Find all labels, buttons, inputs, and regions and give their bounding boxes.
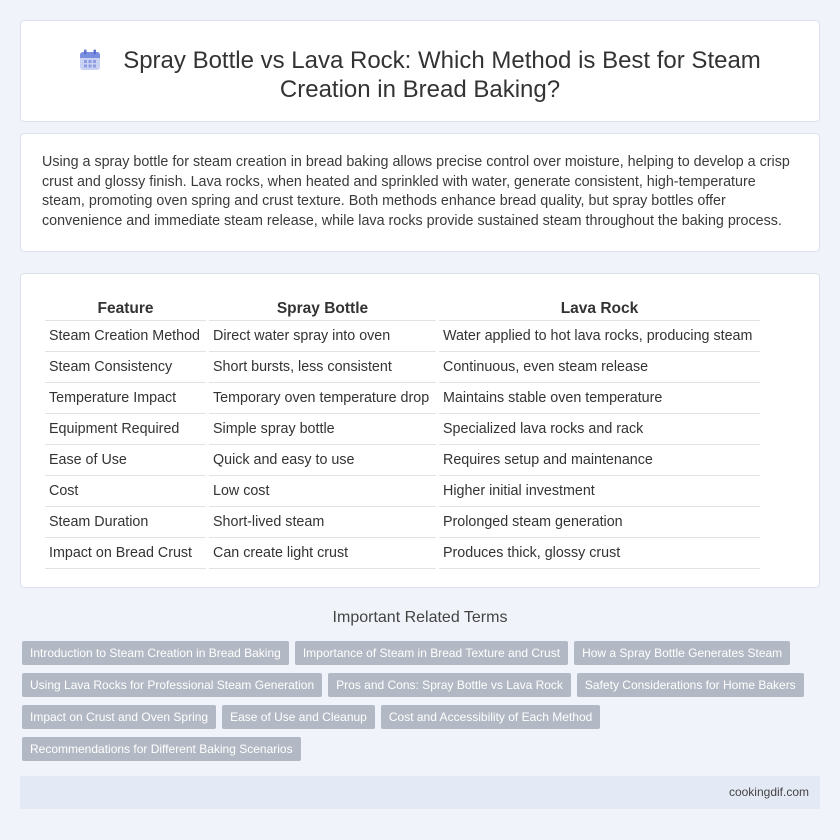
table-header-row <box>45 296 760 321</box>
cell-lava-rock: Requires setup and maintenance <box>439 445 760 476</box>
cell-lava-rock: Prolonged steam generation <box>439 507 760 538</box>
related-term-tag[interactable]: Ease of Use and Cleanup <box>222 705 375 729</box>
cell-spray-bottle: Short-lived steam <box>209 507 436 538</box>
comparison-card <box>20 273 820 588</box>
title-line-2: Creation in Bread Baking? <box>279 76 561 103</box>
related-term-tag[interactable]: Cost and Accessibility of Each Method <box>381 705 600 729</box>
cell-feature: Temperature Impact <box>45 383 206 414</box>
cell-spray-bottle: Low cost <box>209 476 436 507</box>
related-term-tag[interactable]: Introduction to Steam Creation in Bread Baking <box>22 641 289 665</box>
table-row <box>45 352 760 383</box>
header-spray-bottle: Spray Bottle <box>209 296 436 321</box>
table-row <box>45 383 760 414</box>
cell-feature: Steam Consistency <box>45 352 206 383</box>
cell-lava-rock: Continuous, even steam release <box>439 352 760 383</box>
header-lava-rock: Lava Rock <box>439 296 760 321</box>
cell-lava-rock: Water applied to hot lava rocks, producing steam <box>439 321 760 352</box>
title-card <box>20 20 820 122</box>
related-terms-title: Important Related Terms <box>332 609 508 626</box>
header-feature: Feature <box>45 296 206 321</box>
related-term-tag[interactable]: Impact on Crust and Oven Spring <box>22 705 216 729</box>
cell-lava-rock: Higher initial investment <box>439 476 760 507</box>
cell-lava-rock: Specialized lava rocks and rack <box>439 414 760 445</box>
cell-feature: Steam Creation Method <box>45 321 206 352</box>
cell-feature: Impact on Bread Crust <box>45 538 206 569</box>
comparison-table <box>42 296 763 569</box>
footer <box>20 776 820 809</box>
cell-spray-bottle: Can create light crust <box>209 538 436 569</box>
related-term-tag[interactable]: How a Spray Bottle Generates Steam <box>574 641 790 665</box>
intro-paragraph: Using a spray bottle for steam creation in bread baking allows precise control over moisture, helping to develop a crisp crust and glossy finish. Lava rocks, when heated and sprinkled with water, generate consistent, high-temperature steam, promoting oven spring and crust texture. Both methods enhance bread quality, but spray bottles offer convenience and immediate steam release, while lava rocks provide sustained steam throughout the baking process. <box>42 154 790 229</box>
calendar-icon <box>79 49 101 71</box>
cell-lava-rock: Produces thick, glossy crust <box>439 538 760 569</box>
table-row <box>45 507 760 538</box>
cell-feature: Equipment Required <box>45 414 206 445</box>
page-title <box>21 46 819 104</box>
table-row <box>45 538 760 569</box>
cell-lava-rock: Maintains stable oven temperature <box>439 383 760 414</box>
table-row <box>45 321 760 352</box>
cell-feature: Ease of Use <box>45 445 206 476</box>
title-line-1: Spray Bottle vs Lava Rock: Which Method is Best for Steam <box>123 47 761 74</box>
intro-card <box>20 133 820 252</box>
cell-spray-bottle: Simple spray bottle <box>209 414 436 445</box>
cell-spray-bottle: Quick and easy to use <box>209 445 436 476</box>
table-row <box>45 476 760 507</box>
cell-spray-bottle: Direct water spray into oven <box>209 321 436 352</box>
cell-spray-bottle: Short bursts, less consistent <box>209 352 436 383</box>
related-term-tag[interactable]: Importance of Steam in Bread Texture and Crust <box>295 641 568 665</box>
related-term-tag[interactable]: Safety Considerations for Home Bakers <box>577 673 804 697</box>
table-row <box>45 445 760 476</box>
table-row <box>45 414 760 445</box>
related-term-tag[interactable]: Pros and Cons: Spray Bottle vs Lava Rock <box>328 673 571 697</box>
cell-spray-bottle: Temporary oven temperature drop <box>209 383 436 414</box>
footer-site-link[interactable]: cookingdif.com <box>728 785 809 799</box>
related-terms-list <box>22 641 812 761</box>
related-term-tag[interactable]: Using Lava Rocks for Professional Steam Generation <box>22 673 322 697</box>
cell-feature: Steam Duration <box>45 507 206 538</box>
related-term-tag[interactable]: Recommendations for Different Baking Scenarios <box>22 737 301 761</box>
cell-feature: Cost <box>45 476 206 507</box>
